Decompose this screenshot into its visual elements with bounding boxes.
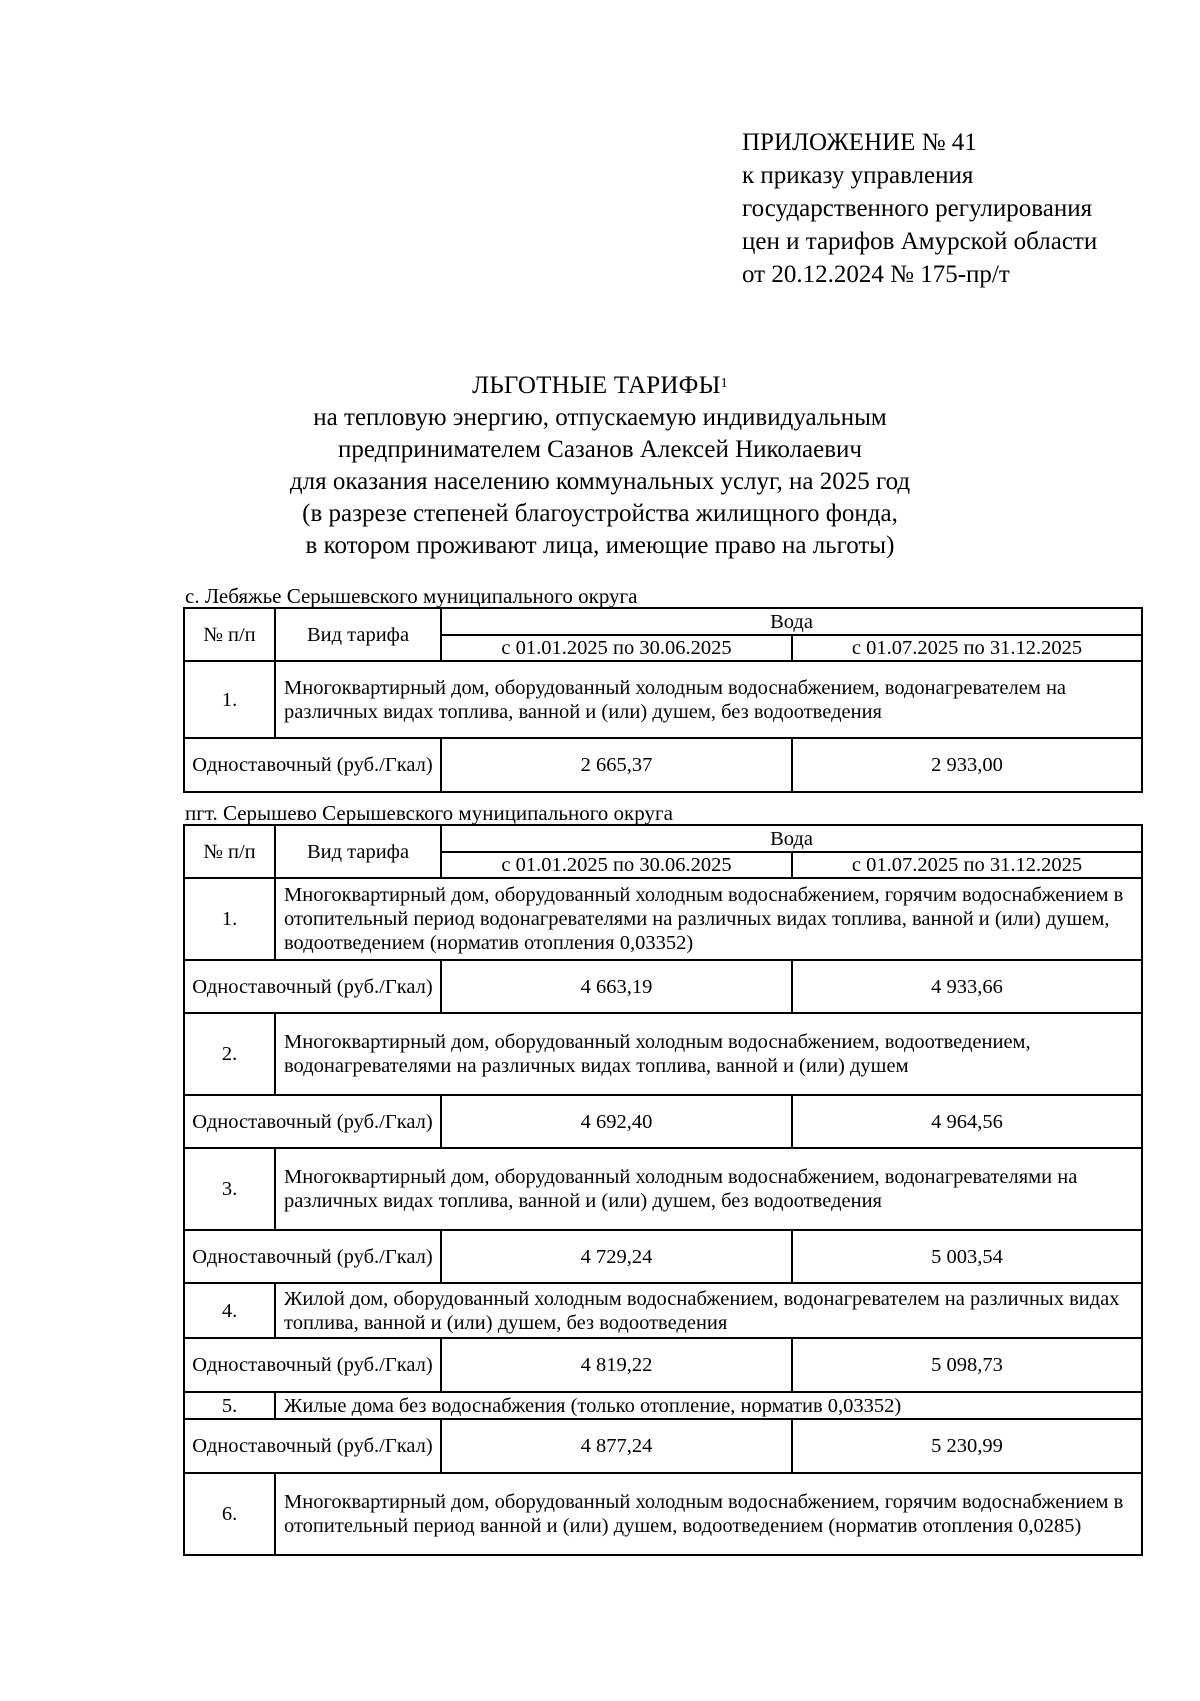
title-line: для оказания населению коммунальных услуг, на 2025 год <box>289 468 911 495</box>
tariff-kind: Одноставочный (руб./Гкал) <box>184 1338 441 1392</box>
tariff-value-period-1: 4 692,40 <box>441 1095 792 1148</box>
tariff-kind: Одноставочный (руб./Гкал) <box>184 1419 441 1473</box>
table-row <box>184 1283 1142 1338</box>
header-group: Вода <box>441 825 1142 852</box>
tariff-kind: Одноставочный (руб./Гкал) <box>184 738 441 792</box>
header-num: № п/п <box>184 825 275 878</box>
row-description: Многоквартирный дом, оборудованный холодным водоснабжением, водоотведением, водонагревателями на различных видах топлива, ванной и (или) душем <box>275 1013 1142 1095</box>
row-number: 3. <box>184 1148 275 1230</box>
tariff-value-period-2: 4 964,56 <box>792 1095 1142 1148</box>
title-line: на тепловую энергию, отпускаемую индивидуальным <box>313 404 887 431</box>
table-row <box>184 661 1142 738</box>
table-row <box>184 1148 1142 1230</box>
title-line: (в разрезе степеней благоустройства жилищного фонда, <box>302 500 898 527</box>
header-period-2: с 01.07.2025 по 31.12.2025 <box>792 852 1142 878</box>
appendix-number: ПРИЛОЖЕНИЕ № 41 <box>742 129 977 156</box>
appendix-order-ref: к приказу управления <box>742 162 974 189</box>
appendix-header <box>742 126 1097 291</box>
table-row <box>184 1392 1142 1419</box>
document-title <box>0 370 1200 562</box>
table-row <box>184 960 1142 1013</box>
tariff-value-period-1: 2 665,37 <box>441 738 792 792</box>
row-number: 2. <box>184 1013 275 1095</box>
row-description: Многоквартирный дом, оборудованный холодным водоснабжением, горячим водоснабжением в отопительный период ванной и (или) душем, водоотведением (норматив отопления 0,0285) <box>275 1473 1142 1555</box>
row-number: 1. <box>184 878 275 960</box>
row-description: Многоквартирный дом, оборудованный холодным водоснабжением, горячим водоснабжением в отопительный период водонагревателями на различных видах топлива, ванной и (или) душем, водоотведением (норматив отопления 0,03352) <box>275 878 1142 960</box>
tariff-kind: Одноставочный (руб./Гкал) <box>184 960 441 1013</box>
table-row <box>184 1338 1142 1392</box>
tariff-kind: Одноставочный (руб./Гкал) <box>184 1095 441 1148</box>
tariff-value-period-2: 2 933,00 <box>792 738 1142 792</box>
header-group: Вода <box>441 608 1142 635</box>
tariff-kind: Одноставочный (руб./Гкал) <box>184 1230 441 1283</box>
tariff-value-period-2: 5 230,99 <box>792 1419 1142 1473</box>
row-number: 6. <box>184 1473 275 1555</box>
section-caption: пгт. Серышево Серышевского муниципального округа <box>185 801 673 825</box>
tariff-table <box>183 824 1143 1556</box>
row-description: Многоквартирный дом, оборудованный холодным водоснабжением, водонагревателем на различных видах топлива, ванной и (или) душем, без водоотведения <box>275 661 1142 738</box>
row-description: Жилой дом, оборудованный холодным водоснабжением, водонагревателем на различных видах топлива, ванной и (или) душем, без водоотведения <box>275 1283 1142 1338</box>
table-row <box>184 1419 1142 1473</box>
appendix-authority-region: цен и тарифов Амурской области <box>742 228 1098 255</box>
row-description: Жилые дома без водоснабжения (только отопление, норматив 0,03352) <box>275 1392 1142 1419</box>
header-kind: Вид тарифа <box>275 825 441 878</box>
tariff-table <box>183 607 1143 793</box>
appendix-order-date: от 20.12.2024 № 175-пр/т <box>742 261 1010 288</box>
table-row <box>184 1230 1142 1283</box>
title-line: в котором проживают лица, имеющие право на льготы) <box>305 532 895 559</box>
row-number: 5. <box>184 1392 275 1419</box>
tariff-value-period-2: 5 098,73 <box>792 1338 1142 1392</box>
table-row <box>184 1473 1142 1555</box>
tariff-value-period-1: 4 729,24 <box>441 1230 792 1283</box>
table-row <box>184 878 1142 960</box>
header-period-1: с 01.01.2025 по 30.06.2025 <box>441 635 792 661</box>
title-main <box>0 370 1200 402</box>
header-period-2: с 01.07.2025 по 31.12.2025 <box>792 635 1142 661</box>
title-main-text: ЛЬГОТНЫЕ ТАРИФЫ <box>472 372 721 399</box>
table-row <box>184 738 1142 792</box>
row-number: 4. <box>184 1283 275 1338</box>
header-num: № п/п <box>184 608 275 661</box>
tariff-value-period-1: 4 819,22 <box>441 1338 792 1392</box>
tariff-value-period-2: 4 933,66 <box>792 960 1142 1013</box>
footnote-mark: 1 <box>720 376 728 391</box>
section-caption: с. Лебяжье Серышевского муниципального округа <box>185 584 638 608</box>
title-line: предпринимателем Сазанов Алексей Николаевич <box>338 436 862 463</box>
tariff-value-period-1: 4 663,19 <box>441 960 792 1013</box>
table-header-row <box>184 608 1142 635</box>
row-number: 1. <box>184 661 275 738</box>
table-row <box>184 1095 1142 1148</box>
header-period-1: с 01.01.2025 по 30.06.2025 <box>441 852 792 878</box>
table-row <box>184 1013 1142 1095</box>
tariff-value-period-1: 4 877,24 <box>441 1419 792 1473</box>
appendix-authority: государственного регулирования <box>742 195 1093 222</box>
table-header-row <box>184 825 1142 852</box>
tariff-value-period-2: 5 003,54 <box>792 1230 1142 1283</box>
header-kind: Вид тарифа <box>275 608 441 661</box>
row-description: Многоквартирный дом, оборудованный холодным водоснабжением, водонагревателями на различных видах топлива, ванной и (или) душем, без водоотведения <box>275 1148 1142 1230</box>
